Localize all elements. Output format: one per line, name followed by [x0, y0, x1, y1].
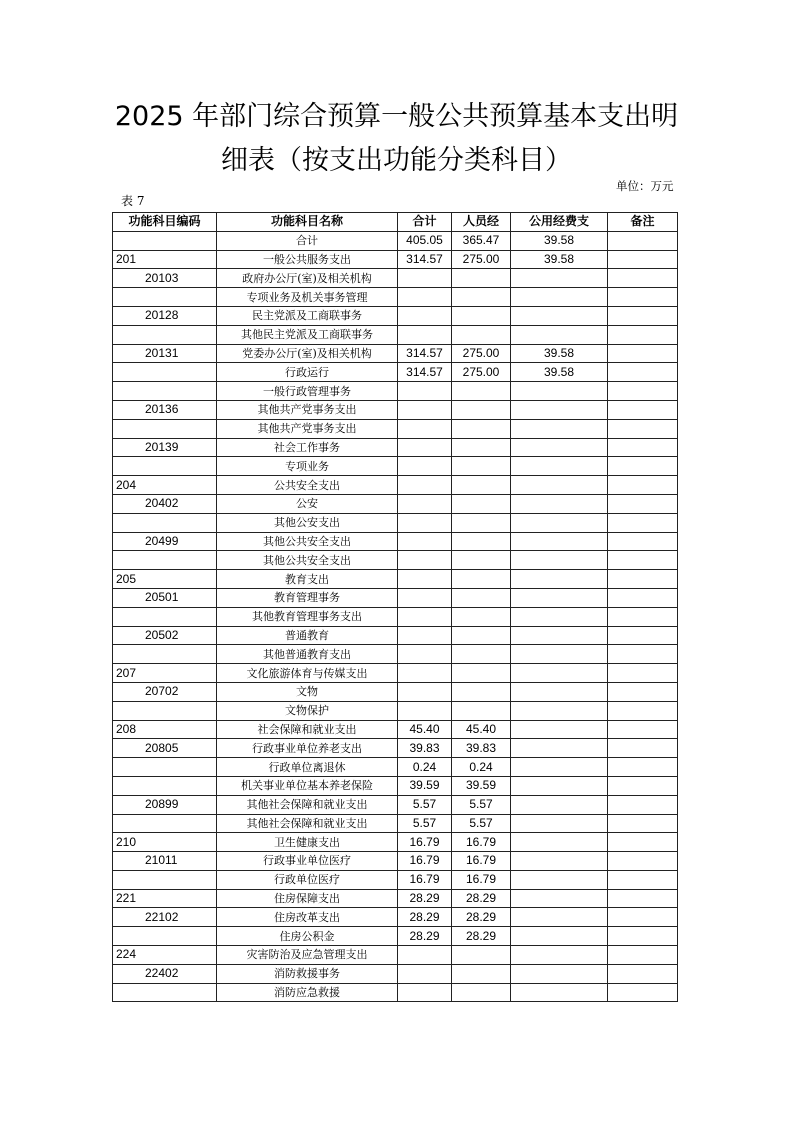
cell-public [511, 701, 608, 720]
cell-code [113, 814, 217, 833]
page-title-line2: 细表（按支出功能分类科目） [221, 145, 572, 176]
table-row [113, 382, 678, 401]
cell-personnel [452, 269, 511, 288]
cell-total [398, 664, 452, 683]
cell-name: 其他共产党事务支出 [217, 400, 398, 419]
header-public: 公用经费支 [511, 213, 608, 232]
cell-name: 灾害防治及应急管理支出 [217, 946, 398, 965]
cell-personnel [452, 682, 511, 701]
cell-name: 住房公积金 [217, 927, 398, 946]
table-row [113, 946, 678, 965]
cell-note [608, 269, 678, 288]
cell-code [113, 457, 217, 476]
cell-public [511, 419, 608, 438]
cell-name: 普通教育 [217, 626, 398, 645]
cell-total: 405.05 [398, 231, 452, 250]
cell-name: 其他共产党事务支出 [217, 419, 398, 438]
cell-code: 221 [113, 889, 217, 908]
cell-public [511, 588, 608, 607]
cell-name: 文物保护 [217, 701, 398, 720]
cell-public [511, 438, 608, 457]
cell-personnel [452, 626, 511, 645]
cell-total [398, 701, 452, 720]
cell-note [608, 607, 678, 626]
table-row [113, 288, 678, 307]
table-row [113, 457, 678, 476]
cell-public: 39.58 [511, 344, 608, 363]
cell-note [608, 588, 678, 607]
cell-personnel: 45.40 [452, 720, 511, 739]
cell-name: 党委办公厅(室)及相关机构 [217, 344, 398, 363]
cell-name: 合计 [217, 231, 398, 250]
cell-note [608, 870, 678, 889]
cell-name: 行政事业单位养老支出 [217, 739, 398, 758]
cell-name: 住房改革支出 [217, 908, 398, 927]
cell-code [113, 927, 217, 946]
cell-note [608, 908, 678, 927]
cell-personnel [452, 400, 511, 419]
cell-note [608, 419, 678, 438]
cell-note [608, 964, 678, 983]
cell-personnel [452, 382, 511, 401]
cell-public [511, 870, 608, 889]
table-row [113, 570, 678, 589]
cell-note [608, 438, 678, 457]
cell-note [608, 927, 678, 946]
cell-public [511, 852, 608, 871]
cell-personnel: 5.57 [452, 814, 511, 833]
cell-name: 其他民主党派及工商联事务 [217, 325, 398, 344]
cell-note [608, 532, 678, 551]
cell-name: 教育管理事务 [217, 588, 398, 607]
table-row [113, 494, 678, 513]
table-row [113, 344, 678, 363]
cell-code [113, 758, 217, 777]
cell-name: 机关事业单位基本养老保险 [217, 776, 398, 795]
cell-code: 20899 [113, 795, 217, 814]
cell-public [511, 946, 608, 965]
cell-total [398, 438, 452, 457]
cell-public [511, 983, 608, 1002]
table-row [113, 682, 678, 701]
cell-name: 社会工作事务 [217, 438, 398, 457]
cell-code: 20502 [113, 626, 217, 645]
cell-total [398, 964, 452, 983]
cell-note [608, 833, 678, 852]
cell-name: 卫生健康支出 [217, 833, 398, 852]
cell-personnel [452, 419, 511, 438]
cell-personnel [452, 476, 511, 495]
cell-note [608, 720, 678, 739]
table-row [113, 231, 678, 250]
cell-code: 22402 [113, 964, 217, 983]
cell-code: 21011 [113, 852, 217, 871]
cell-code: 205 [113, 570, 217, 589]
cell-public: 39.58 [511, 231, 608, 250]
cell-note [608, 758, 678, 777]
cell-name: 文物 [217, 682, 398, 701]
cell-public [511, 607, 608, 626]
cell-note [608, 852, 678, 871]
cell-public [511, 476, 608, 495]
cell-total: 28.29 [398, 889, 452, 908]
cell-code [113, 288, 217, 307]
cell-name: 教育支出 [217, 570, 398, 589]
cell-note [608, 494, 678, 513]
cell-name: 公安 [217, 494, 398, 513]
cell-code: 20805 [113, 739, 217, 758]
cell-note [608, 570, 678, 589]
cell-public [511, 288, 608, 307]
table-row [113, 400, 678, 419]
cell-personnel [452, 607, 511, 626]
cell-name: 文化旅游体育与传媒支出 [217, 664, 398, 683]
table-row [113, 438, 678, 457]
cell-personnel: 39.59 [452, 776, 511, 795]
cell-personnel [452, 701, 511, 720]
cell-note [608, 288, 678, 307]
cell-code [113, 382, 217, 401]
cell-personnel [452, 664, 511, 683]
cell-personnel [452, 288, 511, 307]
cell-note [608, 626, 678, 645]
header-row [113, 213, 678, 232]
cell-public: 39.58 [511, 363, 608, 382]
table-row [113, 908, 678, 927]
cell-note [608, 983, 678, 1002]
header-personnel: 人员经 [452, 213, 511, 232]
cell-total [398, 306, 452, 325]
cell-public [511, 532, 608, 551]
cell-total: 314.57 [398, 363, 452, 382]
cell-code: 20103 [113, 269, 217, 288]
cell-total: 45.40 [398, 720, 452, 739]
cell-public [511, 382, 608, 401]
table-row [113, 833, 678, 852]
cell-public: 39.58 [511, 250, 608, 269]
cell-total: 16.79 [398, 833, 452, 852]
cell-name: 专项业务及机关事务管理 [217, 288, 398, 307]
cell-note [608, 231, 678, 250]
table-row [113, 476, 678, 495]
cell-personnel: 16.79 [452, 852, 511, 871]
cell-total [398, 382, 452, 401]
cell-name: 专项业务 [217, 457, 398, 476]
cell-public [511, 664, 608, 683]
cell-public [511, 325, 608, 344]
cell-name: 消防救援事务 [217, 964, 398, 983]
cell-code: 207 [113, 664, 217, 683]
cell-note [608, 946, 678, 965]
budget-table [112, 212, 678, 1002]
cell-note [608, 382, 678, 401]
page-title-line1: 2025 年部门综合预算一般公共预算基本支出明 [114, 101, 679, 132]
table-row [113, 758, 678, 777]
cell-name: 其他公共安全支出 [217, 551, 398, 570]
cell-personnel: 28.29 [452, 908, 511, 927]
cell-personnel [452, 494, 511, 513]
cell-name: 社会保障和就业支出 [217, 720, 398, 739]
cell-total [398, 532, 452, 551]
table-row [113, 532, 678, 551]
cell-total [398, 476, 452, 495]
cell-name: 其他社会保障和就业支出 [217, 814, 398, 833]
cell-total: 28.29 [398, 908, 452, 927]
cell-total [398, 325, 452, 344]
cell-total: 16.79 [398, 852, 452, 871]
cell-total [398, 269, 452, 288]
cell-note [608, 645, 678, 664]
cell-code [113, 513, 217, 532]
cell-note [608, 476, 678, 495]
table-row [113, 795, 678, 814]
table-row [113, 551, 678, 570]
header-note: 备注 [608, 213, 678, 232]
table-row [113, 250, 678, 269]
cell-personnel: 5.57 [452, 795, 511, 814]
cell-personnel [452, 588, 511, 607]
cell-personnel [452, 983, 511, 1002]
cell-total [398, 551, 452, 570]
table-row [113, 964, 678, 983]
table-row [113, 870, 678, 889]
table-row [113, 645, 678, 664]
cell-personnel [452, 532, 511, 551]
cell-public [511, 776, 608, 795]
table-row [113, 720, 678, 739]
cell-total: 314.57 [398, 344, 452, 363]
cell-total: 28.29 [398, 927, 452, 946]
cell-name: 其他社会保障和就业支出 [217, 795, 398, 814]
cell-code [113, 325, 217, 344]
cell-total [398, 570, 452, 589]
cell-note [608, 344, 678, 363]
cell-code [113, 419, 217, 438]
table-row [113, 306, 678, 325]
cell-note [608, 551, 678, 570]
cell-public [511, 457, 608, 476]
cell-total [398, 607, 452, 626]
cell-public [511, 739, 608, 758]
cell-name: 行政事业单位医疗 [217, 852, 398, 871]
table-row [113, 983, 678, 1002]
cell-code [113, 551, 217, 570]
table-row [113, 852, 678, 871]
cell-total [398, 419, 452, 438]
cell-public [511, 306, 608, 325]
cell-note [608, 363, 678, 382]
cell-code: 20136 [113, 400, 217, 419]
cell-total [398, 983, 452, 1002]
cell-public [511, 494, 608, 513]
cell-code: 20501 [113, 588, 217, 607]
cell-total [398, 513, 452, 532]
cell-total: 5.57 [398, 795, 452, 814]
cell-note [608, 664, 678, 683]
cell-personnel: 275.00 [452, 344, 511, 363]
cell-personnel [452, 551, 511, 570]
cell-name: 其他普通教育支出 [217, 645, 398, 664]
cell-note [608, 306, 678, 325]
cell-public [511, 889, 608, 908]
header-name: 功能科目名称 [217, 213, 398, 232]
cell-note [608, 795, 678, 814]
table-row [113, 889, 678, 908]
cell-public [511, 908, 608, 927]
cell-total: 0.24 [398, 758, 452, 777]
cell-name: 住房保障支出 [217, 889, 398, 908]
cell-total: 314.57 [398, 250, 452, 269]
cell-name: 其他公共安全支出 [217, 532, 398, 551]
cell-code: 201 [113, 250, 217, 269]
cell-public [511, 720, 608, 739]
cell-code [113, 645, 217, 664]
table-row [113, 269, 678, 288]
cell-total [398, 682, 452, 701]
cell-note [608, 250, 678, 269]
cell-personnel: 16.79 [452, 833, 511, 852]
cell-public [511, 645, 608, 664]
cell-total: 5.57 [398, 814, 452, 833]
cell-personnel [452, 570, 511, 589]
cell-personnel [452, 645, 511, 664]
cell-total [398, 645, 452, 664]
cell-personnel [452, 964, 511, 983]
cell-personnel [452, 513, 511, 532]
cell-personnel [452, 325, 511, 344]
unit-label: 单位：万元 [616, 179, 674, 193]
cell-note [608, 513, 678, 532]
cell-public [511, 682, 608, 701]
table-row [113, 607, 678, 626]
cell-name: 行政单位医疗 [217, 870, 398, 889]
cell-note [608, 682, 678, 701]
cell-code: 20128 [113, 306, 217, 325]
cell-code [113, 231, 217, 250]
cell-name: 民主党派及工商联事务 [217, 306, 398, 325]
cell-code: 210 [113, 833, 217, 852]
cell-note [608, 889, 678, 908]
cell-code: 22102 [113, 908, 217, 927]
cell-total [398, 494, 452, 513]
cell-personnel [452, 457, 511, 476]
table-row [113, 776, 678, 795]
cell-personnel: 365.47 [452, 231, 511, 250]
cell-code: 20499 [113, 532, 217, 551]
table-row [113, 363, 678, 382]
header-total: 合计 [398, 213, 452, 232]
cell-personnel: 0.24 [452, 758, 511, 777]
cell-name: 公共安全支出 [217, 476, 398, 495]
cell-name: 其他公安支出 [217, 513, 398, 532]
cell-public [511, 795, 608, 814]
cell-name: 消防应急救援 [217, 983, 398, 1002]
cell-code [113, 607, 217, 626]
cell-public [511, 551, 608, 570]
cell-note [608, 739, 678, 758]
cell-note [608, 776, 678, 795]
cell-public [511, 964, 608, 983]
cell-code: 20402 [113, 494, 217, 513]
cell-name: 行政单位离退休 [217, 758, 398, 777]
cell-total: 16.79 [398, 870, 452, 889]
table-row [113, 739, 678, 758]
cell-name: 一般公共服务支出 [217, 250, 398, 269]
cell-public [511, 513, 608, 532]
cell-total [398, 288, 452, 307]
cell-total [398, 626, 452, 645]
cell-public [511, 626, 608, 645]
cell-personnel: 16.79 [452, 870, 511, 889]
cell-public [511, 269, 608, 288]
cell-code [113, 870, 217, 889]
cell-public [511, 833, 608, 852]
table-row [113, 513, 678, 532]
table-row [113, 927, 678, 946]
table-row [113, 325, 678, 344]
cell-name: 一般行政管理事务 [217, 382, 398, 401]
table-row [113, 588, 678, 607]
cell-public [511, 814, 608, 833]
cell-code: 20139 [113, 438, 217, 457]
cell-name: 政府办公厅(室)及相关机构 [217, 269, 398, 288]
cell-personnel: 28.29 [452, 889, 511, 908]
cell-public [511, 758, 608, 777]
cell-note [608, 457, 678, 476]
cell-total: 39.59 [398, 776, 452, 795]
cell-note [608, 400, 678, 419]
cell-code: 20702 [113, 682, 217, 701]
cell-personnel: 275.00 [452, 250, 511, 269]
cell-code: 20131 [113, 344, 217, 363]
cell-public [511, 570, 608, 589]
table-row [113, 701, 678, 720]
cell-note [608, 814, 678, 833]
cell-code [113, 983, 217, 1002]
cell-code: 204 [113, 476, 217, 495]
header-code: 功能科目编码 [113, 213, 217, 232]
cell-note [608, 701, 678, 720]
cell-code [113, 776, 217, 795]
cell-total [398, 457, 452, 476]
cell-personnel [452, 438, 511, 457]
cell-total [398, 946, 452, 965]
cell-public [511, 927, 608, 946]
table-row [113, 814, 678, 833]
cell-total [398, 400, 452, 419]
cell-code: 224 [113, 946, 217, 965]
cell-personnel: 28.29 [452, 927, 511, 946]
cell-personnel: 39.83 [452, 739, 511, 758]
cell-name: 其他教育管理事务支出 [217, 607, 398, 626]
table-row [113, 664, 678, 683]
cell-code [113, 701, 217, 720]
cell-public [511, 400, 608, 419]
cell-personnel: 275.00 [452, 363, 511, 382]
cell-note [608, 325, 678, 344]
table-row [113, 419, 678, 438]
cell-name: 行政运行 [217, 363, 398, 382]
cell-code [113, 363, 217, 382]
cell-total [398, 588, 452, 607]
table-number: 表 7 [121, 194, 145, 208]
cell-code: 208 [113, 720, 217, 739]
table-row [113, 626, 678, 645]
cell-personnel [452, 946, 511, 965]
cell-total: 39.83 [398, 739, 452, 758]
cell-personnel [452, 306, 511, 325]
